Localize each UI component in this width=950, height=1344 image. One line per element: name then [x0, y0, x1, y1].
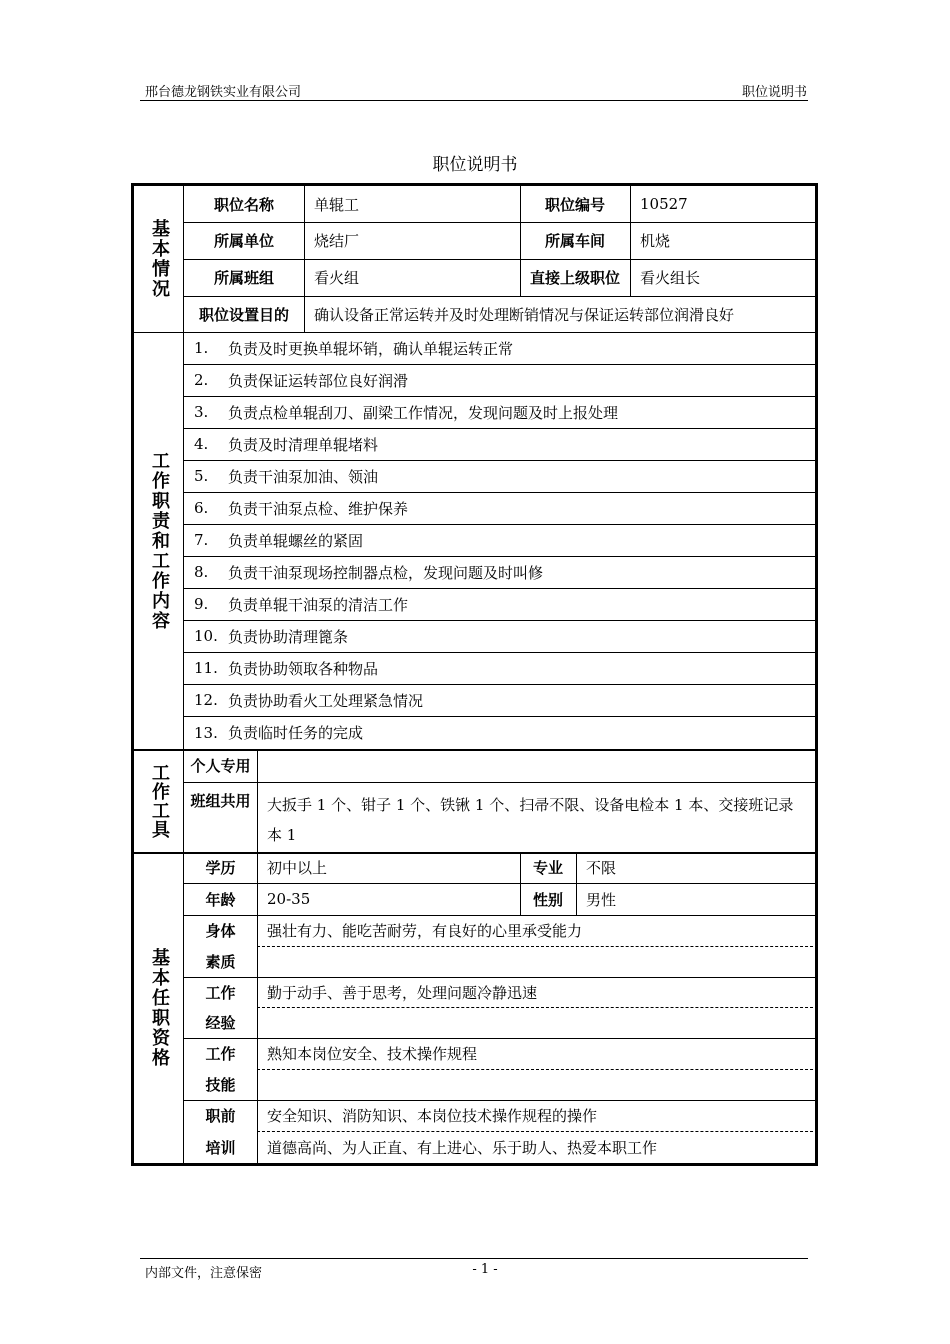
duty-number: 6. [194, 499, 209, 517]
workshop-label: 所属车间 [544, 232, 605, 250]
skills-value: 熟知本岗位安全、技术操作规程 [267, 1045, 478, 1063]
dashed-divider [257, 1069, 818, 1070]
personal-tools-label: 个人专用 [190, 757, 251, 775]
row-divider [184, 428, 818, 429]
duty-item [184, 684, 818, 716]
duty-number: 1. [194, 339, 209, 357]
major-value: 不限 [586, 859, 617, 877]
skills-label-line2: 技能 [205, 1076, 236, 1094]
position-code-value: 10527 [640, 195, 688, 213]
row-divider [184, 222, 818, 223]
duty-text: 负责保证运转部位良好润滑 [228, 371, 409, 390]
duty-item [184, 396, 818, 428]
tools-section-label [134, 749, 184, 852]
position-name-label: 职位名称 [213, 195, 274, 214]
header-doc-type: 职位说明书 [741, 85, 807, 100]
row-divider [184, 977, 818, 978]
row-divider [184, 652, 818, 653]
supervisor-label: 直接上级职位 [529, 269, 620, 287]
experience-value: 勤于动手、善于思考，处理问题冷静迅速 [267, 983, 538, 1002]
duty-item [184, 364, 818, 396]
shared-tools-line1: 大扳手 1 个、钳子 1 个、铁锹 1 个、扫帚不限、设备电检本 1 本、交接班记录 [267, 796, 794, 814]
supervisor-value: 看火组长 [640, 269, 701, 287]
duty-number: 2. [194, 371, 209, 389]
page-title: 职位说明书 [432, 155, 518, 175]
physical-label-line2: 素质 [205, 953, 236, 971]
duty-item [184, 460, 818, 492]
duty-number: 12. [194, 691, 218, 709]
duty-number: 11. [194, 659, 218, 677]
column-divider [304, 186, 305, 332]
duty-number: 7. [194, 531, 209, 549]
team-label: 所属班组 [213, 269, 274, 287]
duty-item [184, 332, 818, 364]
duty-text: 负责协助领取各种物品 [228, 659, 379, 678]
physical-value: 强壮有力、能吃苦耐劳，有良好的心里承受能力 [267, 922, 583, 940]
duty-number: 4. [194, 435, 209, 453]
duty-text: 负责及时更换单辊坏销，确认单辊运转正常 [228, 339, 514, 358]
unit-label: 所属单位 [213, 232, 274, 250]
row-divider [184, 492, 818, 493]
duty-item [184, 524, 818, 556]
education-value: 初中以上 [267, 859, 328, 877]
duties-section-label [134, 332, 184, 749]
dashed-divider [257, 946, 818, 947]
gender-label: 性别 [532, 890, 563, 909]
duty-number: 8. [194, 563, 209, 581]
basic-section-label [134, 186, 184, 332]
shared-tools-label: 班组共用 [190, 792, 251, 810]
experience-label-line1: 工作 [205, 983, 236, 1002]
experience-label [184, 977, 257, 1038]
experience-label-line2: 经验 [205, 1014, 236, 1033]
qualifications-section-text: 基本任职资格 [149, 947, 170, 1068]
training-label [184, 1100, 257, 1163]
education-label: 学历 [205, 859, 236, 877]
section-border [134, 852, 818, 854]
row-divider [184, 883, 818, 884]
duty-number: 3. [194, 403, 209, 421]
row-divider [184, 1038, 818, 1039]
section-border [134, 749, 818, 751]
duty-text: 负责干油泵加油、领油 [228, 467, 379, 486]
duty-item [184, 620, 818, 652]
shared-tools-value [257, 782, 818, 852]
duty-text: 负责单辊螺丝的紧固 [228, 531, 364, 550]
tools-section-text: 工作工具 [149, 762, 170, 839]
physical-label [184, 915, 257, 977]
duty-number: 9. [194, 595, 209, 613]
workshop-value: 机烧 [640, 232, 671, 250]
row-divider [184, 915, 818, 916]
duty-text: 负责协助清理篦条 [228, 627, 349, 646]
column-divider [630, 186, 631, 296]
skills-label-line1: 工作 [205, 1045, 236, 1063]
header-company: 邢台德龙钢铁实业有限公司 [145, 85, 302, 100]
row-divider [184, 556, 818, 557]
duty-item [184, 652, 818, 684]
gender-value: 男性 [586, 890, 617, 909]
duty-text: 负责临时任务的完成 [228, 724, 364, 742]
duty-item [184, 428, 818, 460]
physical-label-line1: 身体 [205, 922, 236, 940]
section-border [134, 332, 818, 333]
purpose-label: 职位设置目的 [198, 305, 289, 324]
training-label-line2: 培训 [205, 1138, 236, 1157]
row-divider [184, 588, 818, 589]
row-divider [184, 296, 818, 297]
team-value: 看火组 [314, 269, 360, 287]
age-value: 20-35 [267, 890, 311, 908]
major-label: 专业 [532, 859, 563, 877]
duty-number: 5. [194, 467, 209, 485]
position-name-value: 单辊工 [314, 195, 360, 214]
duty-text: 负责单辊干油泵的清洁工作 [228, 595, 409, 614]
row-divider [184, 782, 818, 783]
page-number: - 1 - [472, 1262, 498, 1277]
row-divider [184, 716, 818, 717]
dashed-divider [257, 1131, 818, 1132]
duty-item [184, 492, 818, 524]
column-divider [520, 186, 521, 296]
training-value-1: 安全知识、消防知识、本岗位技术操作规程的操作 [267, 1107, 598, 1125]
row-divider [184, 524, 818, 525]
age-label: 年龄 [205, 890, 236, 909]
duty-text: 负责点检单辊刮刀、副梁工作情况，发现问题及时上报处理 [228, 403, 619, 422]
duty-item [184, 716, 818, 749]
purpose-value: 确认设备正常运转并及时处理断销情况与保证运转部位润滑良好 [314, 305, 735, 324]
unit-value: 烧结厂 [314, 232, 360, 250]
shared-tools-line2: 本 1 [267, 826, 297, 844]
row-divider [184, 364, 818, 365]
row-divider [184, 1100, 818, 1101]
qualifications-section-label [134, 852, 184, 1163]
training-label-line1: 职前 [205, 1107, 236, 1126]
training-value-2: 道德高尚、为人正直、有上进心、乐于助人、热爱本职工作 [267, 1138, 658, 1157]
duty-item [184, 556, 818, 588]
row-divider [184, 460, 818, 461]
basic-section-text: 基本情况 [149, 219, 170, 299]
skills-label [184, 1038, 257, 1100]
duty-number: 13. [194, 723, 218, 742]
duty-text: 负责干油泵现场控制器点检，发现问题及时叫修 [228, 563, 544, 582]
dashed-divider [257, 1007, 818, 1008]
footer-note: 内部文件，注意保密 [145, 1266, 263, 1281]
header-divider [140, 100, 808, 101]
row-divider [184, 620, 818, 621]
duty-item [184, 588, 818, 620]
duty-text: 负责干油泵点检、维护保养 [228, 499, 409, 518]
position-code-label: 职位编号 [544, 195, 605, 214]
row-divider [184, 396, 818, 397]
duty-text: 负责及时清理单辊堵料 [228, 435, 379, 454]
footer-divider [140, 1258, 808, 1259]
duty-number: 10. [194, 627, 218, 645]
row-divider [184, 684, 818, 685]
duties-section-text: 工作职责和工作内容 [149, 450, 170, 631]
row-divider [184, 259, 818, 260]
column-divider [257, 749, 258, 852]
duty-text: 负责协助看火工处理紧急情况 [228, 691, 424, 710]
job-description-form [131, 183, 818, 1166]
personal-tools-value [257, 749, 818, 782]
